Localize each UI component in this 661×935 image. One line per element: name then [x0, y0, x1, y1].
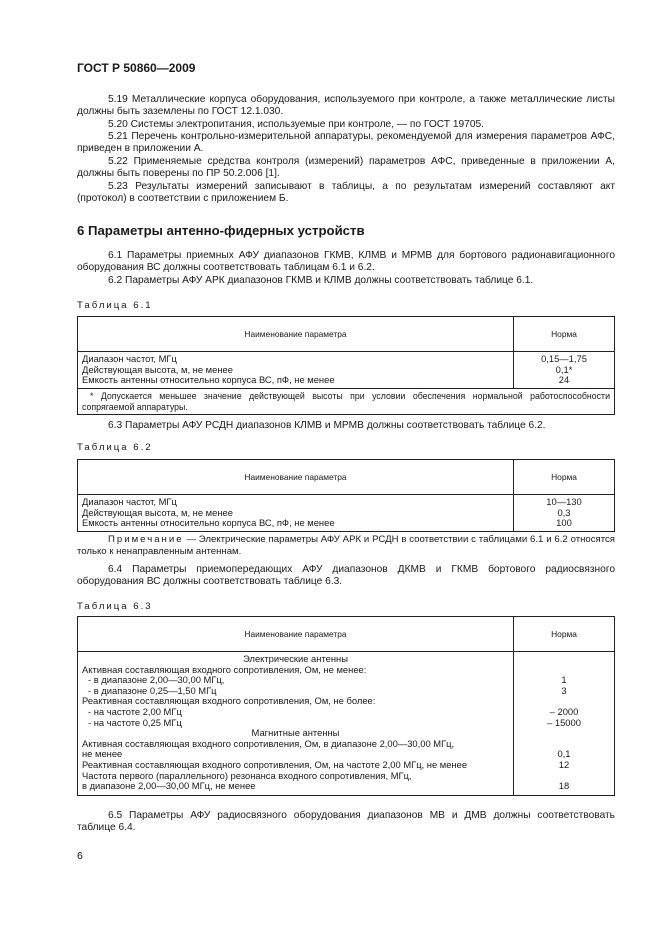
table-row-value: 18 — [558, 780, 570, 792]
table-6-3-values — [514, 652, 615, 796]
subheading-electric-antennas: Электрические антенны — [243, 653, 348, 664]
table-note — [77, 534, 615, 557]
table-row-name: Диапазон частот, МГц — [82, 496, 177, 507]
table-row-value: – 2000 — [549, 705, 579, 717]
table-6-3-names — [78, 652, 514, 796]
paragraph-6-2: 6.2 Параметры АФУ АРК диапазонов ГКМВ и КЛМВ должны соответствовать таблице 6.1. — [108, 275, 534, 286]
table-row-name: Реактивная составляющая входного сопротивления, Ом, не более: — [82, 695, 376, 707]
table-6-2-header-name: Наименование параметра — [78, 460, 514, 495]
table-row-name: - в диапазоне 0,25—1,50 МГц — [88, 684, 217, 696]
table-6-2-names — [78, 495, 514, 532]
table-6-2-values — [514, 495, 615, 532]
note-label: Примечание — [108, 534, 184, 545]
table-row-name: не менее — [82, 748, 123, 760]
table-row-name: Емкость антенны относительно корпуса ВС, пФ, не менее — [82, 517, 335, 529]
table-row-value: 3 — [561, 684, 567, 696]
table-6-1-caption: Таблица 6.1 — [77, 300, 153, 311]
section-title: 6 Параметры антенно-фидерных устройств — [77, 223, 365, 238]
note-text: — Электрические параметры АФУ АРК и РСДН в соответствии с таблицами 6.1 и 6.2 относятся только к ненаправленным антеннам. — [77, 534, 615, 557]
table-row-value: 0,3 — [557, 506, 571, 518]
paragraph-5-21: 5.21 Перечень контрольно-измерительной аппаратуры, рекомендуемой для измерения параметров АФС, приведен в приложении А. — [77, 131, 615, 155]
table-6-3-caption: Таблица 6.3 — [77, 601, 153, 612]
table-6-1-footnote: * Допускается меньшее значение действующей высоты при условии обеспечения нормальной работоспособности сопрягаемой аппаратуры. — [78, 388, 615, 415]
table-6-1-values — [514, 352, 615, 389]
table-6-1-header-norm: Норма — [514, 317, 615, 352]
table-6-1-header-name: Наименование параметра — [78, 317, 514, 352]
table-row-name: Действующая высота, м, не менее — [82, 363, 233, 375]
table-row-name: Реактивная составляющая входного сопротивления, Ом, на частоте 2,00 МГц, не менее — [82, 758, 468, 770]
document-header: ГОСТ Р 50860—2009 — [77, 61, 196, 75]
table-row-name: Емкость антенны относительно корпуса ВС, пФ, не менее — [82, 374, 335, 386]
table-6-2 — [77, 459, 615, 532]
table-row-name: - на частоте 2,00 МГц — [88, 705, 182, 717]
paragraph-5-20: 5.20 Системы электропитания, используемые при контроле, — по ГОСТ 19705. — [108, 119, 485, 130]
table-row-value — [516, 654, 612, 665]
paragraph-5-23: 5.23 Результаты измерений записывают в таблицы, а по результатам измерений составляют акт (протокол) в соответствии с приложением Б. — [77, 181, 615, 205]
table-row-value: 10—130 — [546, 496, 582, 507]
paragraph-5-19: 5.19 Металлические корпуса оборудования, используемого при контроле, а также металлические листы должны быть заземлены по ГОСТ 12.1.030. — [77, 94, 615, 118]
table-row-name: Действующая высота, м, не менее — [82, 506, 233, 518]
table-row-name: Частота первого (параллельного) резонанса входного сопротивления, МГц, — [82, 769, 412, 781]
paragraph-6-1: 6.1 Параметры приемных АФУ диапазонов ГКМВ, КЛМВ и МРМВ для бортового радионавигационного оборудования ВС должны соответствовать таблицам 6.1 и 6.2. — [77, 250, 615, 274]
table-6-3 — [77, 616, 615, 796]
table-row-value: 1 — [561, 674, 567, 686]
table-row-value: 0,1 — [557, 748, 571, 760]
paragraph-5-22: 5.22 Применяемые средства контроля (измерений) параметров АФС, приведенные в приложении А, должны быть поверены по ПР 50.2.006 [1]. — [77, 156, 615, 180]
table-6-3-header-name: Наименование параметра — [78, 617, 514, 652]
table-row-name: Активная составляющая входного сопротивления, Ом, в диапазоне 2,00—30,00 МГц, — [82, 737, 455, 749]
table-6-2-caption: Таблица 6.2 — [77, 442, 153, 453]
table-row-value: 24 — [558, 374, 570, 386]
table-row-value: 12 — [558, 758, 570, 770]
table-row-value: – 15000 — [547, 716, 581, 728]
table-row-name: в диапазоне 2,00—30,00 МГц, не менее — [82, 780, 256, 792]
page-number: 6 — [77, 850, 83, 862]
table-row-name: - в диапазоне 2,00—30,00 МГц, — [88, 674, 225, 686]
table-row-value: 0,15—1,75 — [541, 353, 587, 364]
table-row-name: - на частоте 0,25 МГц — [88, 716, 182, 728]
table-row-value: 100 — [556, 517, 572, 529]
table-row-name: Диапазон частот, МГц — [82, 353, 177, 364]
subheading-magnetic-antennas: Магнитные антенны — [251, 727, 340, 739]
table-6-1-names — [78, 352, 514, 389]
table-6-3-header-norm: Норма — [514, 617, 615, 652]
paragraph-6-5: 6.5 Параметры АФУ радиосвязного оборудования диапазонов МВ и ДМВ должны соответствовать таблице 6.4. — [77, 810, 615, 834]
table-row-name: Активная составляющая входного сопротивления, Ом, не менее: — [82, 663, 367, 675]
paragraph-6-3: 6.3 Параметры АФУ РСДН диапазонов КЛМВ и МРМВ должны соответствовать таблице 6.2. — [108, 420, 546, 431]
table-6-1 — [77, 316, 615, 415]
table-6-2-header-norm: Норма — [514, 460, 615, 495]
table-row-value: 0,1* — [555, 363, 573, 375]
paragraph-6-4: 6.4 Параметры приемопередающих АФУ диапазонов ДКМВ и ГКМВ бортового радиосвязного оборудования ВС должны соответствовать таблице 6.3. — [77, 564, 615, 588]
